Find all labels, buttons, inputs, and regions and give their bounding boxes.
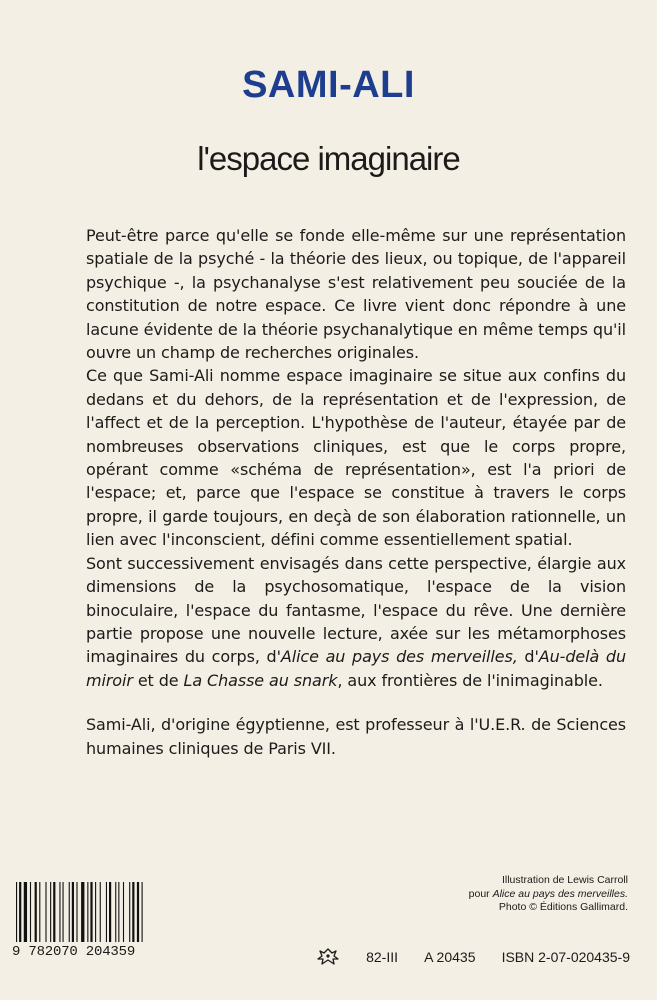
author-name: SAMI-ALI [242, 64, 415, 106]
p3-text-mid1: d' [517, 647, 539, 667]
p3-title-snark: La Chasse au snark [183, 670, 338, 690]
blurb-paragraph-1: Peut-être parce qu'elle se fonde elle-même sur une représentation spatiale de la psyché - la théorie des lieux, ou topique, de l'appareil psychique -, la psychanalyse s'est relativement peu souciée de la constitution de notre espace. Ce livre vient donc répondre à une lacune évidente de la théorie psychanalytique en même temps qu'il ouvre un champ de recherches originales. [86, 226, 626, 363]
series-code: 82-III [366, 949, 398, 965]
barcode [14, 882, 196, 952]
blurb-paragraph-3 [86, 552, 626, 692]
isbn: ISBN 2-07-020435-9 [501, 949, 630, 965]
p3-text-end: , aux frontières de l'inimaginable. [337, 670, 603, 690]
book-title: l'espace imaginaire [197, 140, 460, 177]
publication-info [316, 947, 630, 967]
catalog-number: A 20435 [424, 949, 476, 965]
credit-line-1: Illustration de Lewis Carroll [501, 874, 628, 886]
gallimard-folio-logo-icon [316, 947, 340, 967]
p3-title-alice: Alice au pays des merveilles, [280, 647, 518, 667]
p3-text-start: Sont successivement envisagés dans cette perspective, élargie aux dimensions de la psychosomatique, l'espace de la vision binoculaire, l'espace du fantasme, l'espace du rêve. Une dernière partie propose une nouvelle lecture, axée sur les métamorphoses imaginaires du corps, d' [86, 553, 626, 667]
blurb [86, 224, 626, 760]
credit-line-2 [420, 888, 628, 902]
credit-prefix: pour [468, 887, 493, 900]
credit-line-3: Photo © Éditions Gallimard. [498, 901, 628, 913]
credit-work-title: Alice au pays des merveilles. [492, 887, 628, 900]
author-bio: Sami-Ali, d'origine égyptienne, est professeur à l'U.E.R. de Sciences humaines cliniques de Paris VII. [86, 715, 626, 758]
barcode-number: 9 782070 204359 [12, 944, 136, 960]
illustration-credit [420, 874, 628, 915]
blurb-paragraph-2: Ce que Sami-Ali nomme espace imaginaire se situe aux confins du dedans et du dehors, de la représentation et de l'expression, de l'affect et de la perception. L'hypothèse de l'auteur, étayée par de nombreuses observations cliniques, est que le corps propre, opérant comme «schéma de représentation», est l'a priori de l'espace; et, parce que l'espace se constitue à travers le corps propre, il garde toujours, en deçà de son élaboration rationnelle, un lien avec l'inconscient, défini comme essentiellement spatial. [86, 366, 626, 550]
p3-title-miroir: Au-delà du miroir [86, 647, 627, 690]
p3-text-mid2: et de [132, 670, 184, 690]
